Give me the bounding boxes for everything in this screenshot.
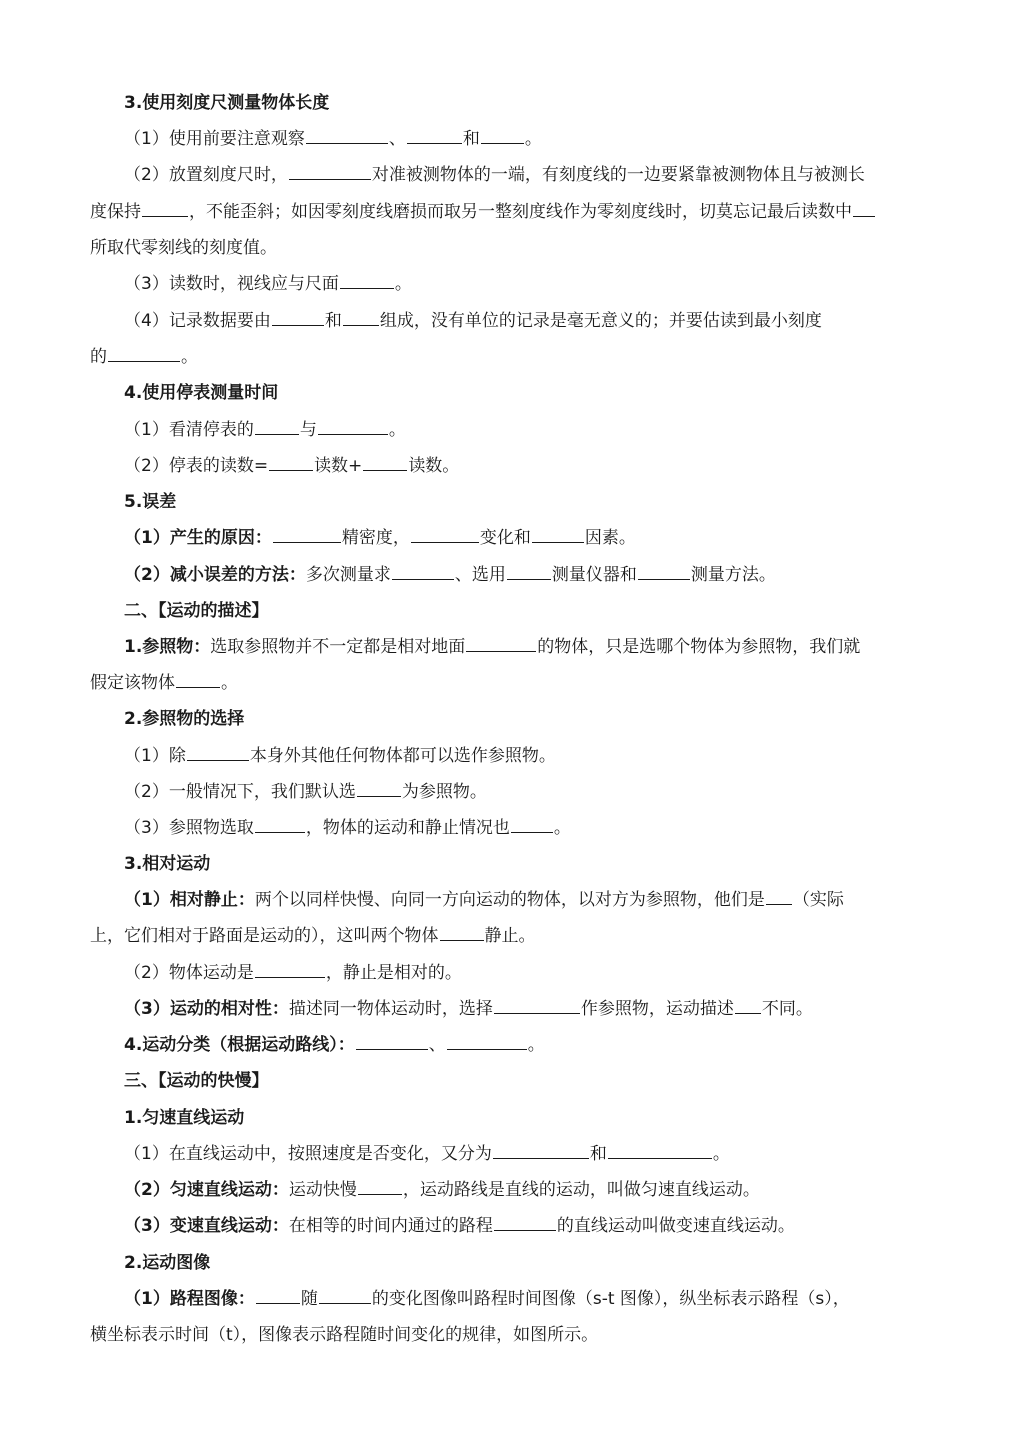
ruler-item-4-cont: [90, 346, 198, 368]
text-segment: （3）参照物选取: [124, 818, 254, 838]
ruler-item-2: [124, 164, 865, 186]
text-segment: 。: [527, 1035, 545, 1055]
blank[interactable]: [507, 564, 551, 580]
text-segment: 运动快慢: [288, 1180, 357, 1200]
blank[interactable]: [853, 201, 875, 217]
text-segment: 与: [299, 420, 317, 440]
text-segment: 度保持: [90, 202, 141, 222]
blank[interactable]: [735, 998, 761, 1014]
blank[interactable]: [256, 1288, 300, 1304]
motion-classification: [124, 1034, 545, 1056]
uniform-item-2: [124, 1179, 760, 1201]
text-segment: 的直线运动叫做变速直线运动。: [556, 1216, 795, 1236]
ruler-item-3: [124, 273, 412, 295]
text-segment: 和: [589, 1144, 607, 1164]
text-segment: 本身外其他任何物体都可以选作参照物。: [249, 746, 556, 766]
text-segment: 静止。: [484, 926, 536, 946]
text-segment: 的: [90, 347, 107, 367]
heading-error: [124, 491, 176, 513]
text-segment: 假定该物体: [90, 673, 175, 693]
blank[interactable]: [255, 962, 325, 978]
text-segment: （1）使用前要注意观察: [124, 129, 305, 149]
reference-item: [124, 636, 860, 658]
text-segment: 和: [462, 129, 480, 149]
relative-item-3: [124, 998, 813, 1020]
text-segment: （1）在直线运动中，按照速度是否变化，又分为: [124, 1144, 492, 1164]
text-segment: 测量仪器和: [551, 565, 637, 585]
blank[interactable]: [638, 564, 690, 580]
blank[interactable]: [494, 998, 580, 1014]
text-segment: 为参照物。: [401, 782, 487, 802]
blank[interactable]: [269, 455, 313, 471]
blank[interactable]: [356, 1034, 428, 1050]
text-segment: 。: [553, 818, 571, 838]
text-segment: 4.运动分类（根据运动路线）：: [124, 1035, 355, 1055]
blank[interactable]: [466, 636, 536, 652]
text-segment: 精密度，: [341, 528, 410, 548]
text-segment: 。: [181, 347, 198, 367]
ruler-item-1: [124, 128, 542, 150]
text-segment: 作参照物，运动描述: [580, 999, 734, 1019]
heading-uniform-motion: [124, 1107, 244, 1129]
text-segment: （3）变速直线运动：: [124, 1216, 289, 1236]
ruler-item-2-cont2: [90, 237, 277, 259]
text-segment: 。: [394, 274, 412, 294]
text-segment: （1）产生的原因：: [124, 528, 272, 548]
text-segment: （4）记录数据要由: [124, 311, 271, 331]
relative-item-1: [124, 889, 844, 911]
text-segment: 。: [221, 673, 238, 693]
blank[interactable]: [255, 817, 305, 833]
blank[interactable]: [318, 419, 388, 435]
text-segment: 变化和: [479, 528, 531, 548]
error-item-1: [124, 527, 636, 549]
heading-motion-graph: [124, 1252, 210, 1274]
heading-stopwatch: [124, 382, 278, 404]
text-segment: 和: [324, 311, 342, 331]
stopwatch-item-2: [124, 455, 459, 477]
text-segment: 上，它们相对于路面是运动的），这叫两个物体: [90, 926, 439, 946]
choice-item-2: [124, 781, 487, 803]
blank[interactable]: [532, 527, 584, 543]
text-segment: 对准被测物体的一端，有刻度线的一边要紧靠被测物体且与被测长: [371, 165, 865, 185]
text-segment: 5.误差: [124, 492, 177, 512]
blank[interactable]: [142, 201, 188, 217]
text-segment: （2）放置刻度尺时，: [124, 165, 288, 185]
blank[interactable]: [493, 1143, 589, 1159]
text-segment: （1）看清停表的: [124, 420, 254, 440]
text-segment: 的物体，只是选哪个物体为参照物，我们就: [537, 637, 861, 657]
text-segment: 两个以同样快慢、向同一方向运动的物体，以对方为参照物，他们是: [254, 890, 765, 910]
text-segment: 在相等的时间内通过的路程: [288, 1216, 493, 1236]
blank[interactable]: [511, 817, 553, 833]
text-segment: （实际: [792, 890, 844, 910]
heading-relative-motion: [124, 853, 210, 875]
choice-item-3: [124, 817, 571, 839]
heading-reference-choice: [124, 708, 244, 730]
ruler-item-2-cont: [90, 201, 876, 223]
text-segment: 测量方法。: [690, 565, 776, 585]
section-motion-description: [124, 600, 269, 622]
text-segment: 、: [428, 1035, 446, 1055]
text-segment: 、选用: [454, 565, 506, 585]
text-segment: 因素。: [584, 528, 636, 548]
blank[interactable]: [187, 745, 249, 761]
graph-item-1-cont: [90, 1324, 598, 1346]
text-segment: ，静止是相对的。: [325, 963, 462, 983]
text-segment: 2.运动图像: [124, 1253, 211, 1273]
text-segment: 横坐标表示时间（t），图像表示路程随时间变化的规律，如图所示。: [90, 1325, 599, 1345]
text-segment: 不同。: [761, 999, 813, 1019]
blank[interactable]: [608, 1143, 712, 1159]
choice-item-1: [124, 745, 556, 767]
uniform-item-3: [124, 1215, 795, 1237]
relative-item-1-cont: [90, 925, 536, 947]
text-segment: 1.匀速直线运动: [124, 1108, 245, 1128]
section-motion-speed: [124, 1070, 269, 1092]
blank[interactable]: [447, 1034, 527, 1050]
text-segment: （3）运动的相对性：: [124, 999, 289, 1019]
text-segment: 4.使用停表测量时间: [124, 383, 279, 403]
text-segment: ，运动路线是直线的运动，叫做匀速直线运动。: [402, 1180, 760, 1200]
blank[interactable]: [358, 1179, 402, 1195]
blank[interactable]: [272, 310, 324, 326]
blank[interactable]: [176, 672, 220, 688]
blank[interactable]: [255, 419, 299, 435]
text-segment: （2）减小误差的方法：: [124, 565, 306, 585]
text-segment: 读数+: [314, 456, 363, 476]
text-segment: 描述同一物体运动时，选择: [288, 999, 493, 1019]
blank[interactable]: [363, 455, 407, 471]
blank[interactable]: [306, 128, 388, 144]
text-segment: 1.参照物：: [124, 637, 211, 657]
text-segment: 组成，没有单位的记录是毫无意义的；并要估读到最小刻度: [379, 311, 822, 331]
text-segment: （1）相对静止：: [124, 890, 255, 910]
graph-item-1: [124, 1288, 850, 1310]
text-segment: ，不能歪斜；如因零刻度线磨损而取另一整刻度线作为零刻度线时，切莫忘记最后读数中: [189, 202, 852, 222]
text-segment: （1）路程图像：: [124, 1289, 255, 1309]
text-segment: 多次测量求: [305, 565, 391, 585]
ruler-item-4: [124, 310, 822, 332]
text-segment: 所取代零刻线的刻度值。: [90, 238, 277, 258]
blank[interactable]: [392, 564, 454, 580]
blank[interactable]: [407, 128, 462, 144]
blank[interactable]: [411, 527, 479, 543]
text-segment: （3）读数时，视线应与尺面: [124, 274, 339, 294]
blank[interactable]: [494, 1215, 556, 1231]
text-segment: 三、【运动的快慢】: [124, 1071, 269, 1091]
blank[interactable]: [357, 781, 401, 797]
text-segment: （2）一般情况下，我们默认选: [124, 782, 356, 802]
blank[interactable]: [289, 164, 371, 180]
text-segment: （1）除: [124, 746, 186, 766]
text-segment: 读数。: [408, 456, 460, 476]
text-segment: 3.使用刻度尺测量物体长度: [124, 93, 330, 113]
blank[interactable]: [766, 889, 792, 905]
text-segment: 二、【运动的描述】: [124, 601, 269, 621]
blank[interactable]: [343, 310, 379, 326]
text-segment: （2）停表的读数=: [124, 456, 269, 476]
text-segment: ，物体的运动和静止情况也: [305, 818, 510, 838]
relative-item-2: [124, 962, 462, 984]
heading-ruler: [124, 92, 329, 114]
reference-item-cont: [90, 672, 238, 694]
text-segment: 。: [388, 420, 406, 440]
blank[interactable]: [108, 346, 180, 362]
stopwatch-item-1: [124, 419, 406, 441]
text-segment: 。: [524, 129, 542, 149]
blank[interactable]: [340, 273, 394, 289]
text-segment: 的变化图像叫路程时间图像（s-t 图像），纵坐标表示路程（s），: [371, 1289, 850, 1309]
error-item-2: [124, 564, 776, 586]
blank[interactable]: [319, 1288, 371, 1304]
uniform-item-1: [124, 1143, 730, 1165]
blank[interactable]: [273, 527, 341, 543]
text-segment: （2）匀速直线运动：: [124, 1180, 289, 1200]
blank[interactable]: [481, 128, 524, 144]
text-segment: 选取参照物并不一定都是相对地面: [210, 637, 466, 657]
text-segment: 。: [712, 1144, 730, 1164]
text-segment: （2）物体运动是: [124, 963, 254, 983]
text-segment: 、: [388, 129, 406, 149]
blank[interactable]: [440, 925, 484, 941]
text-segment: 2.参照物的选择: [124, 709, 245, 729]
text-segment: 3.相对运动: [124, 854, 211, 874]
text-segment: 随: [300, 1289, 318, 1309]
